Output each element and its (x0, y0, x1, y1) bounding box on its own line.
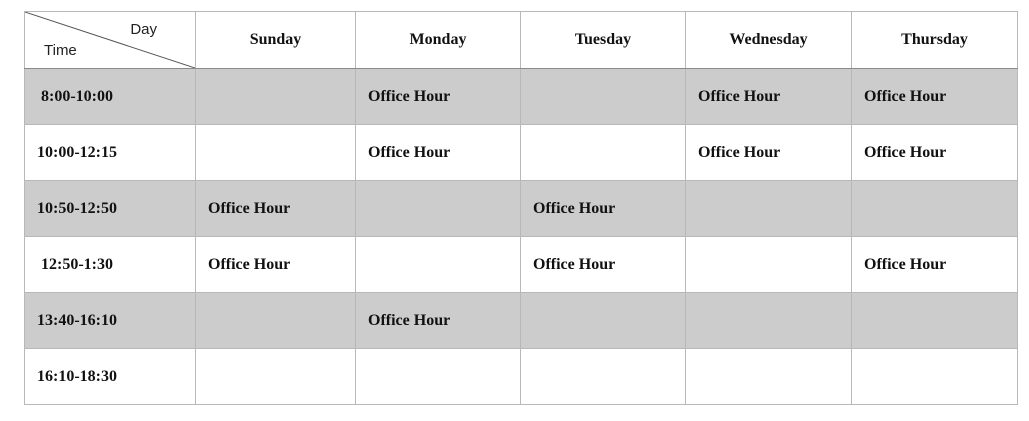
schedule-cell: Office Hour (356, 69, 521, 125)
day-header-sunday: Sunday (196, 12, 356, 69)
schedule-cell (196, 69, 356, 125)
schedule-cell (686, 181, 852, 237)
table-row (25, 69, 1018, 125)
schedule-cell (356, 181, 521, 237)
day-header-monday: Monday (356, 12, 521, 69)
schedule-cell (521, 69, 686, 125)
schedule-cell (196, 125, 356, 181)
schedule-cell (196, 349, 356, 405)
day-header-tuesday: Tuesday (521, 12, 686, 69)
table-row (25, 181, 1018, 237)
schedule-cell: Office Hour (686, 125, 852, 181)
schedule-cell: Office Hour (356, 125, 521, 181)
day-header-wednesday: Wednesday (686, 12, 852, 69)
time-slot-cell: 16:10-18:30 (25, 349, 196, 405)
schedule-cell (686, 293, 852, 349)
schedule-cell (852, 181, 1018, 237)
time-slot-cell: 10:00-12:15 (25, 125, 196, 181)
corner-day-label: Day (130, 21, 157, 38)
table-row (25, 237, 1018, 293)
table-row (25, 125, 1018, 181)
diagonal-divider (25, 12, 195, 68)
office-hours-schedule-table (24, 11, 1018, 405)
schedule-cell: Office Hour (521, 181, 686, 237)
corner-header-cell (25, 12, 196, 69)
schedule-cell (686, 237, 852, 293)
time-slot-cell: 12:50-1:30 (25, 237, 196, 293)
schedule-cell: Office Hour (196, 237, 356, 293)
schedule-cell (356, 237, 521, 293)
table-row (25, 349, 1018, 405)
time-slot-cell: 10:50-12:50 (25, 181, 196, 237)
schedule-cell: Office Hour (852, 69, 1018, 125)
schedule-cell: Office Hour (196, 181, 356, 237)
header-row (25, 12, 1018, 69)
schedule-cell: Office Hour (521, 237, 686, 293)
schedule-cell: Office Hour (686, 69, 852, 125)
schedule-cell (521, 349, 686, 405)
time-slot-cell: 8:00-10:00 (25, 69, 196, 125)
schedule-cell (852, 293, 1018, 349)
schedule-cell: Office Hour (356, 293, 521, 349)
schedule-cell (521, 293, 686, 349)
schedule-cell: Office Hour (852, 125, 1018, 181)
schedule-cell (356, 349, 521, 405)
schedule-cell: Office Hour (852, 237, 1018, 293)
time-slot-cell: 13:40-16:10 (25, 293, 196, 349)
day-header-thursday: Thursday (852, 12, 1018, 69)
table-row (25, 293, 1018, 349)
schedule-cell (686, 349, 852, 405)
schedule-cell (521, 125, 686, 181)
corner-time-label: Time (44, 42, 77, 59)
schedule-cell (852, 349, 1018, 405)
schedule-cell (196, 293, 356, 349)
